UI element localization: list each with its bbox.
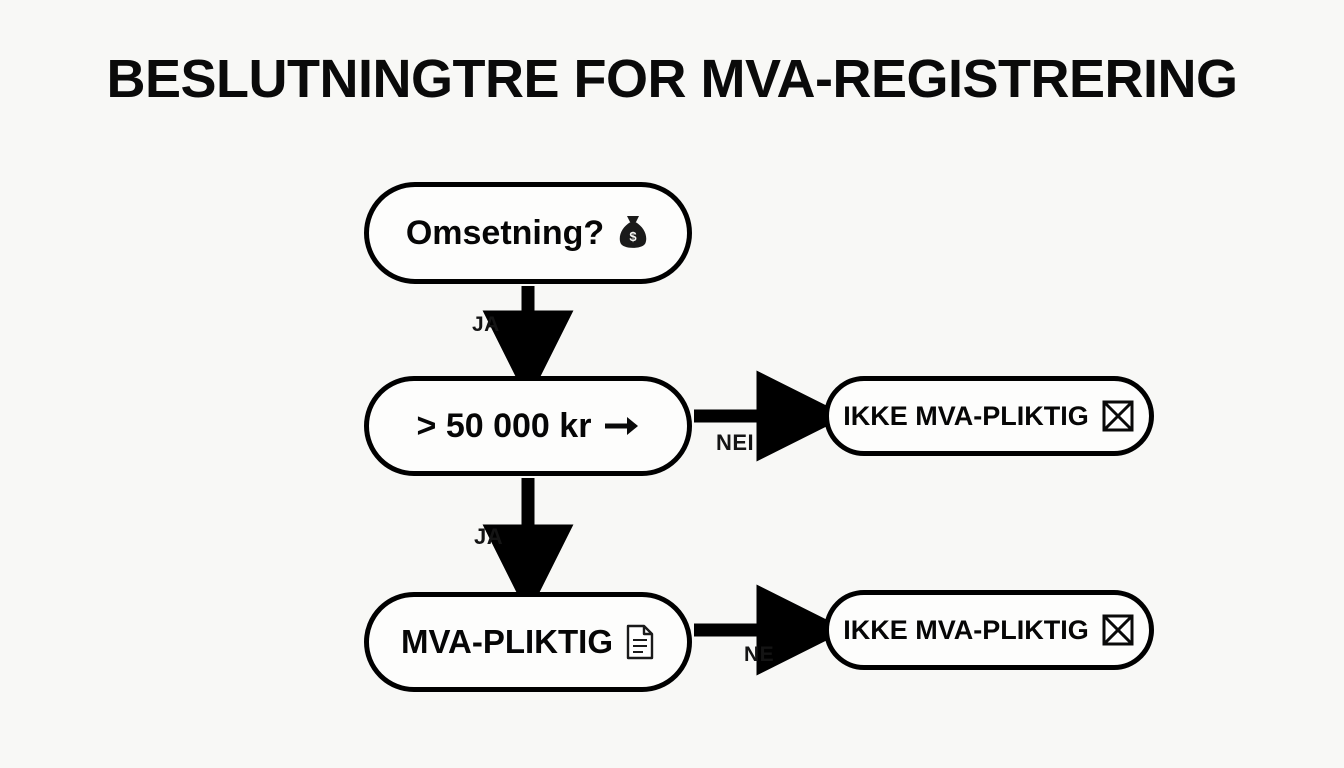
node-omsetning[interactable] [364, 182, 692, 284]
edge-label-ja-omsetning-terskel: JA [472, 313, 500, 336]
node-terskel-label: > 50 000 kr [416, 406, 592, 445]
node-mva-pliktig-label: MVA-PLIKTIG [400, 623, 614, 660]
arrow-right-icon [603, 413, 639, 439]
svg-text:$: $ [629, 229, 637, 244]
node-mva-pliktig[interactable] [364, 592, 692, 692]
node-terskel[interactable] [364, 376, 692, 476]
page-title: BESLUTNINGTRE FOR MVA-REGISTRERING [106, 49, 1238, 109]
edge-label-nei-mva-pliktig-ikke-pliktig: NE [744, 643, 775, 666]
edge-label-ja-terskel-mva-pliktig: JA [474, 524, 504, 549]
node-ikke-mva-pliktig-1[interactable] [824, 376, 1154, 456]
node-ikke-mva-pliktig-1-label: IKKE MVA-PLIKTIG [843, 400, 1089, 431]
edge-label-nei-terskel-ikke-pliktig: NEI [716, 430, 755, 455]
crossed-box-icon [1101, 399, 1135, 433]
node-ikke-mva-pliktig-2-label: IKKE MVA-PLIKTIG [843, 614, 1089, 645]
crossed-box-icon [1101, 613, 1135, 647]
document-icon [625, 624, 655, 660]
money-bag-icon [616, 214, 650, 252]
node-ikke-mva-pliktig-2[interactable] [824, 590, 1154, 670]
node-omsetning-label: Omsetning? [405, 213, 605, 252]
